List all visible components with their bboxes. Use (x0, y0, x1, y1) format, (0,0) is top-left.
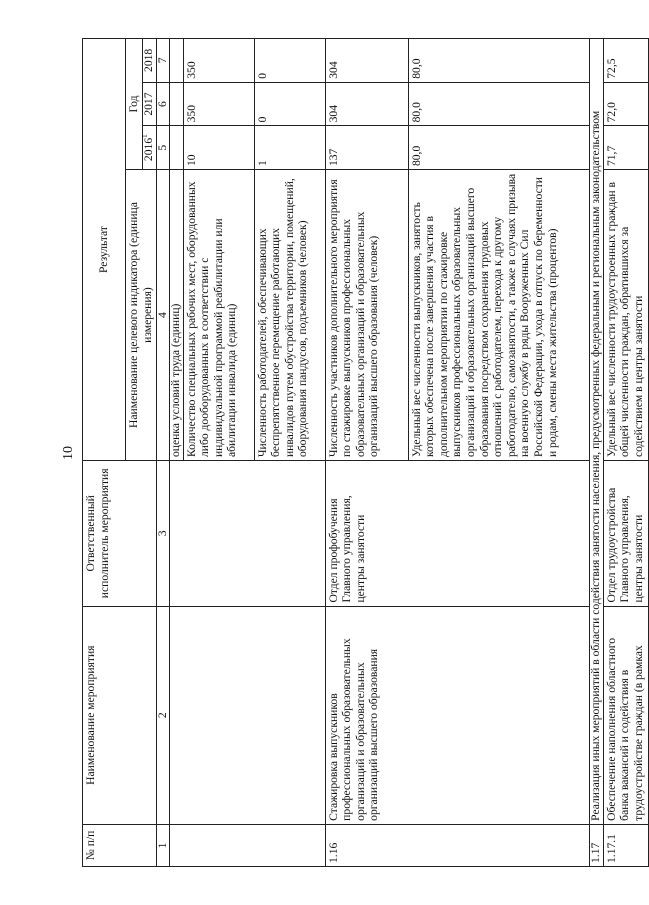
column-number-row (156, 39, 169, 867)
header-year-2018: 2018 (142, 39, 156, 83)
cell-value-2016: 80,0 (408, 126, 589, 170)
cell-indicator: Численность участников дополнительного мероприятия по стажировке выпускников профессиональных образовательных организаций и образовательных организаций высшего образования (человек) (325, 170, 408, 461)
column-number: 4 (156, 170, 169, 461)
footnote-marker: 1 (141, 134, 150, 138)
cell-value-2017: 304 (325, 82, 408, 126)
cell-value-2016 (169, 126, 183, 170)
cell-indicator: оценка условий труда (единиц) (169, 170, 183, 461)
cell-event: Стажировка выпускников профессиональных образовательных организаций и образовательных организаций высшего образования (325, 606, 589, 824)
cell-value-2017: 80,0 (408, 82, 589, 126)
header-result: Результат (83, 39, 126, 461)
column-number: 3 (156, 461, 169, 607)
cell-num: 1.16 (325, 824, 589, 866)
cell-num: 1.17.1 (603, 824, 648, 866)
cell-indicator: Удельный вес численности выпускников, занятость которых обеспечена после завершения участия в дополнительном мероприятии по стажировке выпускников профессиональных образовательных организаций и образовательных организаций высшего образования посредством сохранения трудовых отношений с работодателем, перехода к другому работодателю, самозанятости, а также в случаях призыва на военную службу в ряды Вооруженных Сил Российской Федерации, ухода в отпуск по беременности и родам, смены места жительства (процентов) (408, 170, 589, 461)
header-indicator: Наименование целевого индикатора (единица измерения) (126, 170, 157, 461)
cell-value-2017: 0 (254, 82, 325, 126)
cell-value-2017: 72,0 (603, 82, 648, 126)
column-number: 2 (156, 606, 169, 824)
cell-value-2018: 80,0 (408, 39, 589, 83)
cell-event (169, 606, 325, 824)
cell-value-2018: 0 (254, 39, 325, 83)
cell-value-2018 (169, 39, 183, 83)
cell-num (169, 824, 325, 866)
cell-event: Обеспечение наполнения областного банка вакансий и содействия в трудоустройстве граждан (в рамках (603, 606, 648, 824)
cell-value-2016: 71,7 (603, 126, 648, 170)
header-year-2016: 2016$^1$ (142, 126, 156, 170)
cell-indicator: Удельный вес численности трудоустроенных граждан в общей численности граждан, обратившихся за содействием в центры занятости (603, 170, 648, 461)
table-row (603, 39, 648, 867)
cell-value-2017: 350 (183, 82, 254, 126)
cell-value-2017 (169, 82, 183, 126)
table-row (169, 39, 183, 867)
cell-indicator: Количество специальных рабочих мест, оборудованных либо дооборудованных в соответствии с индивидуальной программой реабилитации или абилитации инвалида (единиц) (183, 170, 254, 461)
header-num: № п/п (83, 824, 157, 866)
column-number: 7 (156, 39, 169, 83)
cell-section-title: Реализация иных мероприятий в области содействия занятости населения, предусмотренных федеральным и региональным законодательством (589, 39, 603, 825)
cell-value-2018: 304 (325, 39, 408, 83)
cell-responsible: Отдел трудоустройства Главного управления, центры занятости (603, 461, 648, 607)
column-number: 5 (156, 126, 169, 170)
cell-indicator: Численность работодателей, обеспечивающих беспрепятственное перемещение работающих инвалидов путем обустройства территории, помещений, оборудования пандусов, подъемников (человек) (254, 170, 325, 461)
header-year-2017: 2017 (142, 82, 156, 126)
cell-value-2016: 10 (183, 126, 254, 170)
cell-responsible (169, 461, 325, 607)
results-table (82, 38, 649, 867)
header-responsible: Ответственный исполнитель мероприятия (83, 461, 157, 607)
cell-value-2018: 350 (183, 39, 254, 83)
table-row (589, 39, 603, 867)
table-row (325, 39, 408, 867)
cell-num: 1.17 (589, 824, 603, 866)
cell-responsible: Отдел профобучения Главного управления, центры занятости (325, 461, 589, 607)
column-number: 6 (156, 82, 169, 126)
column-number: 1 (156, 824, 169, 866)
cell-value-2016: 137 (325, 126, 408, 170)
cell-value-2018: 72,5 (603, 39, 648, 83)
rotated-table-wrapper (82, 38, 645, 867)
header-event: Наименование мероприятия (83, 606, 157, 824)
page-number: 10 (61, 446, 76, 460)
cell-value-2016: 1 (254, 126, 325, 170)
header-year: Год (126, 39, 143, 170)
table-header-row (83, 39, 126, 867)
